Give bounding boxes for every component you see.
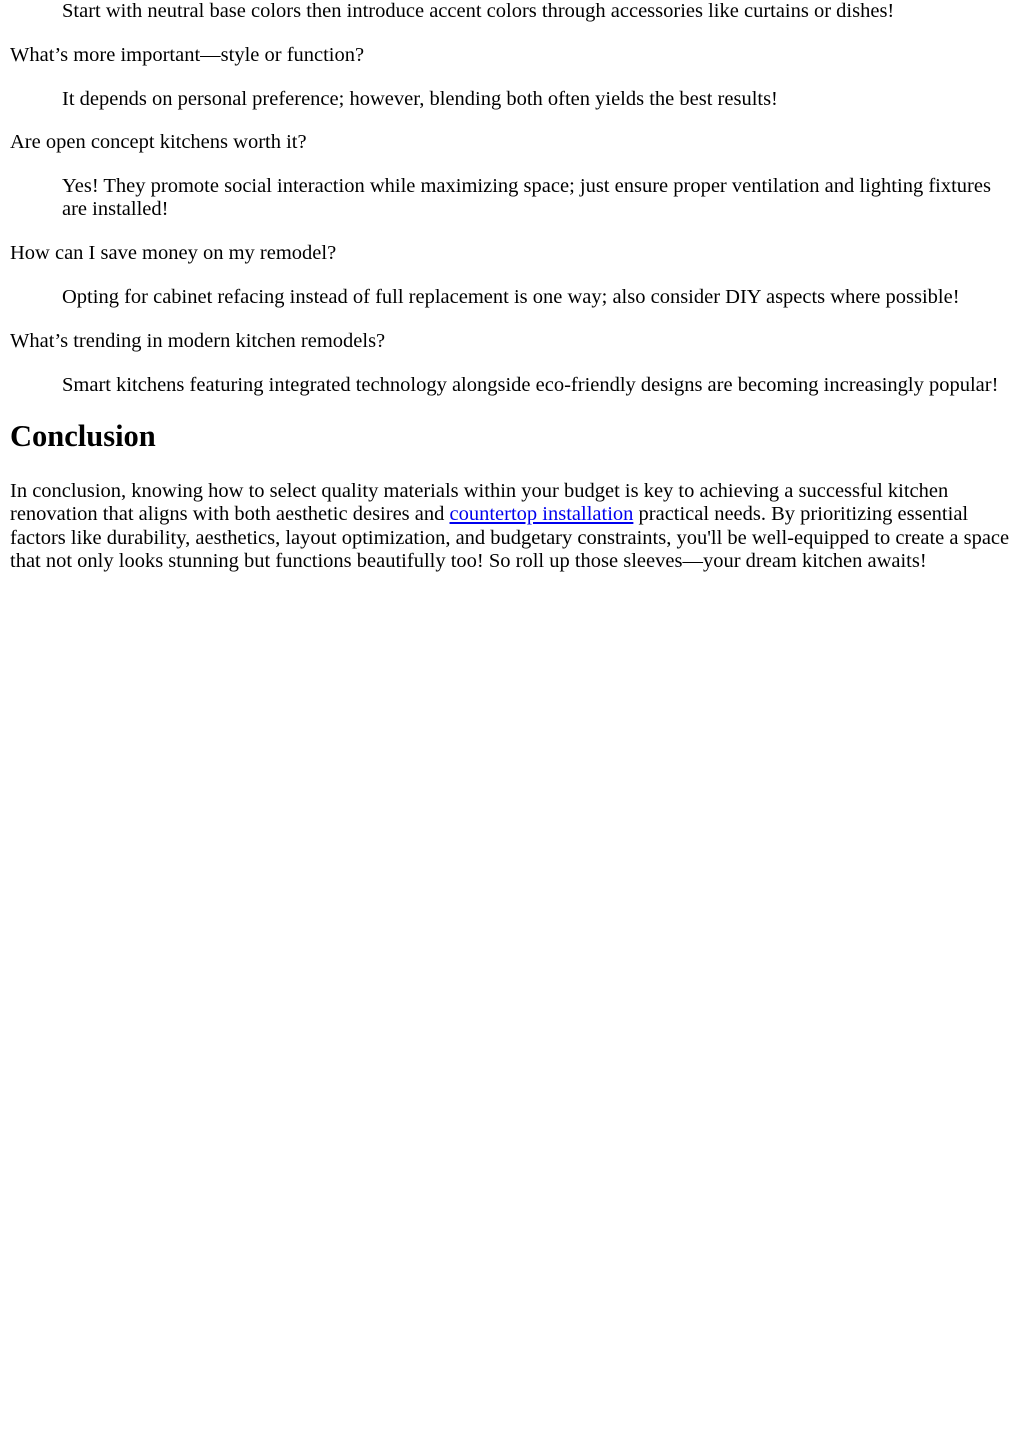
- faq-answer: Opting for cabinet refacing instead of full replacement is one way; also consider DIY aspects where possible!: [62, 286, 960, 309]
- conclusion-paragraph: [10, 480, 1014, 573]
- conclusion-heading: Conclusion: [10, 418, 156, 453]
- conclusion-text-after-link: practical needs. By prioritizing essential factors like durability, aesthetics, layout optimization, and budgetary constraints, you'll be well-equipped to create a space that not only looks stunning but functions beautifully too! So roll up those sleeves—your dream kitchen awaits!: [10, 503, 1010, 572]
- faq-answer: Yes! They promote social interaction while maximizing space; just ensure proper ventilation and lighting fixtures are installed!: [62, 175, 991, 221]
- faq-question: What’s trending in modern kitchen remodels?: [10, 329, 386, 352]
- page: [0, 0, 1024, 573]
- faq-answer: Smart kitchens featuring integrated technology alongside eco-friendly designs are becoming increasingly popular!: [62, 373, 999, 396]
- faq-question: What’s more important—style or function?: [10, 43, 365, 66]
- faq-question: Are open concept kitchens worth it?: [10, 131, 307, 154]
- faq-answer: Start with neutral base colors then introduce accent colors through accessories like curtains or dishes!: [62, 0, 895, 22]
- faq-answer: It depends on personal preference; however, blending both often yields the best results!: [62, 87, 778, 110]
- faq-question: How can I save money on my remodel?: [10, 242, 337, 265]
- conclusion-text-before-link: In conclusion, knowing how to select quality materials within your budget is key to achieving a successful kitchen renovation that aligns with both aesthetic desires and: [10, 479, 949, 526]
- countertop-installation-link[interactable]: countertop installation: [449, 503, 634, 526]
- faq-list: [10, 0, 1014, 397]
